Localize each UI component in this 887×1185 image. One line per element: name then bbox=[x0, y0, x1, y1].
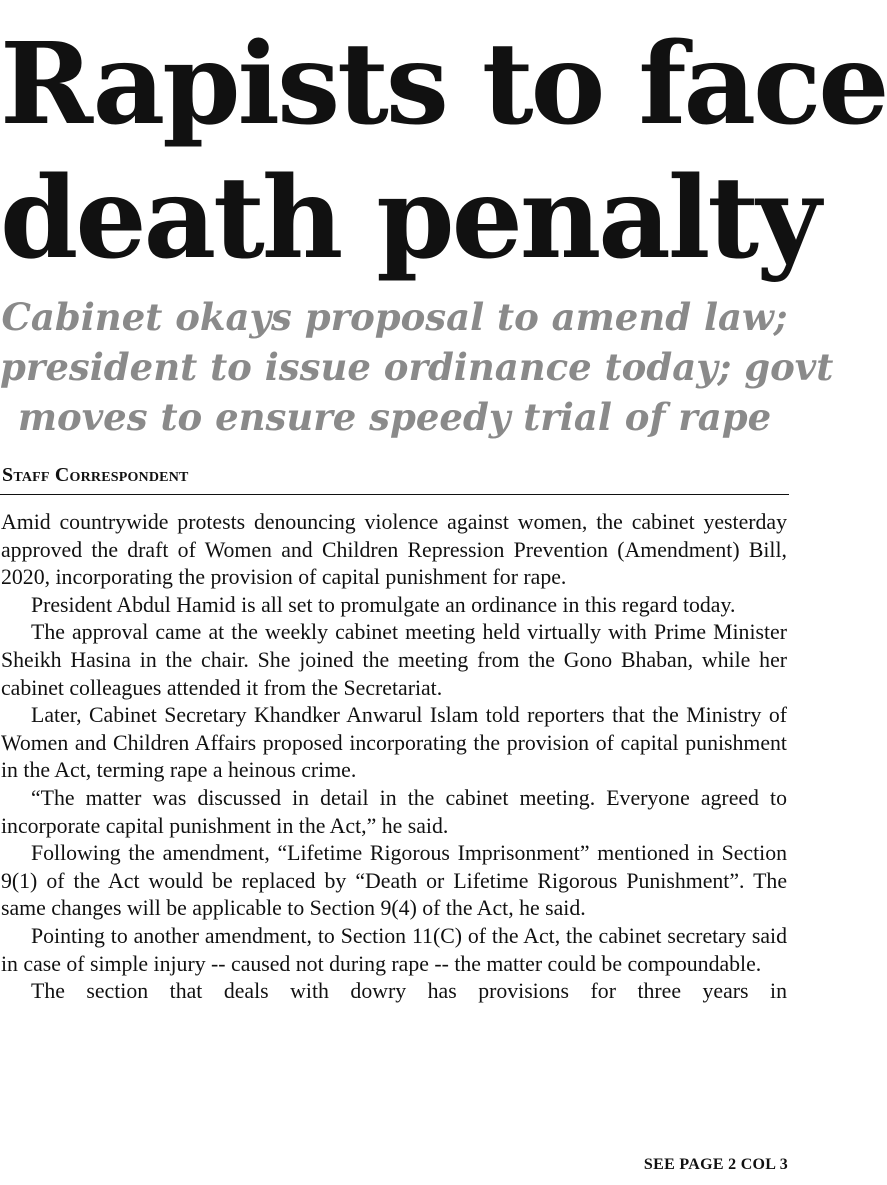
subheadline bbox=[0, 292, 834, 442]
article-paragraph: President Abdul Hamid is all set to promulgate an ordinance in this regard today. bbox=[31, 592, 736, 617]
article-paragraph: Pointing to another amendment, to Section 11(C) of the Act, the cabinet secretary said in case of simple injury -- caused not during rape -- the matter could be compoundable. bbox=[1, 923, 787, 976]
article-paragraph: Amid countrywide protests denouncing violence against women, the cabinet yesterday approved the draft of Women and Children Repression Prevention (Amendment) Bill, 2020, incorporating the provision of capital punishment for rape. bbox=[1, 510, 787, 590]
byline-divider bbox=[0, 494, 789, 495]
headline-line-2: death penalty bbox=[0, 153, 819, 284]
headline bbox=[0, 18, 887, 286]
article-paragraph: Later, Cabinet Secretary Khandker Anwarul Islam told reporters that the Ministry of Women and Children Affairs proposed incorporating the provision of capital punishment in the Act, terming rape a heinous crime. bbox=[1, 703, 787, 783]
byline: Staff Correspondent bbox=[2, 464, 189, 486]
article-paragraph: “The matter was discussed in detail in the cabinet meeting. Everyone agreed to incorporate capital punishment in the Act,” he said. bbox=[1, 785, 787, 838]
subheadline-line-3: moves to ensure speedy trial of rape bbox=[17, 395, 772, 439]
subheadline-line-1: Cabinet okays proposal to amend law; bbox=[1, 295, 788, 339]
subheadline-line-2: president to issue ordinance today; govt bbox=[0, 345, 834, 389]
headline-line-1: Rapists to face bbox=[0, 19, 887, 150]
article-paragraph: Following the amendment, “Lifetime Rigorous Imprisonment” mentioned in Section 9(1) of the Act would be replaced by “Death or Lifetime Rigorous Punishment”. The same changes will be applicable to Section 9(4) of the Act, he said. bbox=[1, 841, 787, 921]
article-paragraph: The section that deals with dowry has provisions for three years in bbox=[31, 979, 787, 1004]
continuation-jump-line[interactable]: SEE PAGE 2 COL 3 bbox=[643, 1156, 788, 1173]
article-paragraph: The approval came at the weekly cabinet meeting held virtually with Prime Minister Sheikh Hasina in the chair. She joined the meeting from the Gono Bhaban, while her cabinet colleagues attended it from the Secretariat. bbox=[1, 620, 787, 700]
article-body bbox=[1, 509, 787, 1006]
